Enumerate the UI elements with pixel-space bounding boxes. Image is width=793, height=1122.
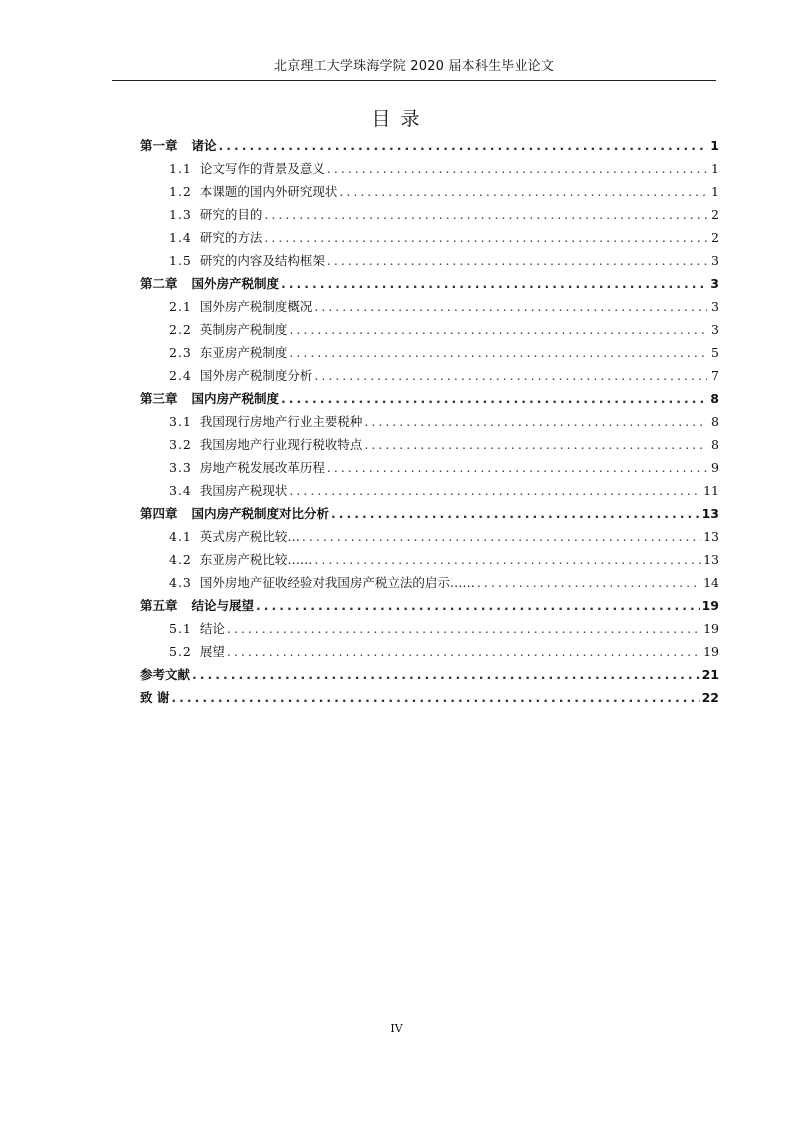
toc-section-entry[interactable] bbox=[140, 640, 719, 663]
toc-entry-title: 我国现行房地产行业主要税种 bbox=[199, 414, 363, 429]
toc-entry-page: 3 bbox=[711, 299, 719, 314]
toc-entry-page: 13 bbox=[703, 552, 719, 567]
toc-entry-page: 1 bbox=[711, 184, 719, 199]
toc-entry-number: 4.2 bbox=[169, 552, 192, 567]
dot-leader bbox=[477, 571, 701, 594]
toc-entry-page: 7 bbox=[711, 368, 719, 383]
toc-entry-title: 致 谢 bbox=[140, 690, 170, 705]
toc-entry-number: 3.2 bbox=[169, 437, 192, 452]
toc-entry-title: 房地产税发展改革历程 bbox=[199, 460, 325, 475]
toc-section-entry[interactable] bbox=[140, 479, 719, 502]
toc-entry-number: 3.4 bbox=[169, 483, 192, 498]
toc-entry-number: 2.2 bbox=[169, 322, 192, 337]
toc-entry-page: 13 bbox=[701, 506, 719, 521]
dot-leader bbox=[171, 686, 699, 709]
toc-entry-number: 1.3 bbox=[169, 207, 192, 222]
toc-chapter-entry[interactable] bbox=[140, 502, 719, 525]
dot-leader bbox=[364, 410, 707, 433]
toc-entry-number: 3.1 bbox=[169, 414, 192, 429]
toc-entry-number: 1.4 bbox=[169, 230, 192, 245]
dot-leader bbox=[192, 663, 700, 686]
toc-section-entry[interactable] bbox=[140, 548, 719, 571]
toc-entry-number: 1.5 bbox=[169, 253, 192, 268]
toc-entry-title: 我国房地产行业现行税收特点 bbox=[199, 437, 363, 452]
dot-leader bbox=[327, 456, 707, 479]
toc-entry-page: 5 bbox=[711, 345, 719, 360]
toc-section-entry[interactable] bbox=[140, 318, 719, 341]
toc-entry-title: 诸论 bbox=[191, 138, 217, 153]
toc-section-entry[interactable] bbox=[140, 180, 719, 203]
toc-entry-number: 第一章 bbox=[140, 138, 178, 153]
dot-leader bbox=[302, 525, 701, 548]
dot-leader bbox=[327, 249, 707, 272]
toc-entry-page: 14 bbox=[703, 575, 719, 590]
toc-section-entry[interactable] bbox=[140, 341, 719, 364]
dot-leader bbox=[314, 295, 707, 318]
toc-chapter-entry[interactable] bbox=[140, 686, 719, 709]
dot-leader bbox=[227, 640, 701, 663]
toc-entry-title: 英制房产税制度 bbox=[199, 322, 288, 337]
toc-entry-page: 2 bbox=[711, 230, 719, 245]
toc-chapter-entry[interactable] bbox=[140, 594, 719, 617]
toc-entry-title: 结论与展望 bbox=[191, 598, 255, 613]
toc-entry-page: 11 bbox=[703, 483, 719, 498]
toc-entry-title: 研究的内容及结构框架 bbox=[199, 253, 325, 268]
toc-entry-number: 第四章 bbox=[140, 506, 178, 521]
toc-entry-title: 参考文献 bbox=[140, 667, 191, 682]
toc-entry-page: 8 bbox=[711, 414, 719, 429]
toc-section-entry[interactable] bbox=[140, 617, 719, 640]
dot-leader bbox=[289, 318, 707, 341]
toc-entry-title: 国内房产税制度对比分析 bbox=[191, 506, 330, 521]
toc-chapter-entry[interactable] bbox=[140, 134, 719, 157]
toc-entry-page: 2 bbox=[711, 207, 719, 222]
toc-entry-title: 我国房产税现状 bbox=[199, 483, 288, 498]
toc-entry-title: 研究的方法 bbox=[199, 230, 263, 245]
dot-leader bbox=[227, 617, 701, 640]
toc-entry-number: 1.2 bbox=[169, 184, 192, 199]
toc-section-entry[interactable] bbox=[140, 433, 719, 456]
toc-entry-title: 东亚房产税制度 bbox=[199, 345, 288, 360]
toc-entry-page: 22 bbox=[701, 690, 719, 705]
toc-entry-title: 国外房地产征收经验对我国房产税立法的启示…… bbox=[199, 575, 475, 590]
toc-entry-number: 2.3 bbox=[169, 345, 192, 360]
toc-entry-page: 1 bbox=[711, 161, 719, 176]
toc-entry-number: 第二章 bbox=[140, 276, 178, 291]
toc-entry-number: 4.3 bbox=[169, 575, 192, 590]
toc-entry-title: 展望 bbox=[199, 644, 225, 659]
toc-entry-page: 3 bbox=[711, 322, 719, 337]
toc-section-entry[interactable] bbox=[140, 364, 719, 387]
toc-entry-number: 1.1 bbox=[169, 161, 192, 176]
toc-section-entry[interactable] bbox=[140, 295, 719, 318]
toc-entry-title: 英式房产税比较… bbox=[199, 529, 300, 544]
toc-section-entry[interactable] bbox=[140, 525, 719, 548]
toc-section-entry[interactable] bbox=[140, 203, 719, 226]
table-of-contents bbox=[140, 134, 719, 709]
toc-entry-title: 国内房产税制度 bbox=[191, 391, 280, 406]
toc-entry-page: 13 bbox=[703, 529, 719, 544]
toc-entry-number: 5.2 bbox=[169, 644, 192, 659]
toc-entry-page: 21 bbox=[701, 667, 719, 682]
toc-section-entry[interactable] bbox=[140, 249, 719, 272]
dot-leader bbox=[331, 502, 700, 525]
toc-section-entry[interactable] bbox=[140, 456, 719, 479]
toc-chapter-entry[interactable] bbox=[140, 663, 719, 686]
toc-entry-title: 东亚房产税比较…… bbox=[199, 552, 313, 567]
dot-leader bbox=[219, 134, 707, 157]
toc-entry-page: 3 bbox=[711, 253, 719, 268]
toc-entry-number: 5.1 bbox=[169, 621, 192, 636]
dot-leader bbox=[314, 364, 707, 387]
toc-entry-page: 3 bbox=[710, 276, 719, 291]
toc-entry-title: 论文写作的背景及意义 bbox=[199, 161, 325, 176]
toc-entry-title: 国外房产税制度概况 bbox=[199, 299, 313, 314]
dot-leader bbox=[364, 433, 707, 456]
toc-chapter-entry[interactable] bbox=[140, 387, 719, 410]
toc-entry-number: 第三章 bbox=[140, 391, 178, 406]
toc-entry-number: 2.4 bbox=[169, 368, 192, 383]
toc-entry-page: 19 bbox=[701, 598, 719, 613]
toc-title: 目 录 bbox=[371, 108, 422, 130]
toc-entry-number: 2.1 bbox=[169, 299, 192, 314]
toc-section-entry[interactable] bbox=[140, 410, 719, 433]
toc-entry-page: 19 bbox=[703, 644, 719, 659]
toc-entry-page: 1 bbox=[710, 138, 719, 153]
dot-leader bbox=[289, 479, 701, 502]
toc-section-entry[interactable] bbox=[140, 226, 719, 249]
toc-section-entry[interactable] bbox=[140, 571, 719, 594]
toc-entry-page: 8 bbox=[711, 437, 719, 452]
toc-entry-page: 8 bbox=[710, 391, 719, 406]
dot-leader bbox=[327, 157, 707, 180]
toc-entry-title: 国外房产税制度分析 bbox=[199, 368, 313, 383]
dot-leader bbox=[264, 203, 707, 226]
toc-entry-page: 9 bbox=[711, 460, 719, 475]
toc-entry-title: 本课题的国内外研究现状 bbox=[199, 184, 338, 199]
dot-leader bbox=[289, 341, 707, 364]
toc-entry-title: 研究的目的 bbox=[199, 207, 263, 222]
dot-leader bbox=[256, 594, 700, 617]
dot-leader bbox=[264, 226, 707, 249]
toc-entry-number: 第五章 bbox=[140, 598, 178, 613]
header-rule bbox=[112, 80, 716, 81]
running-header: 北京理工大学珠海学院 2020 届本科生毕业论文 bbox=[273, 59, 555, 74]
toc-entry-title: 国外房产税制度 bbox=[191, 276, 280, 291]
toc-chapter-entry[interactable] bbox=[140, 272, 719, 295]
toc-entry-title: 结论 bbox=[199, 621, 225, 636]
toc-entry-number: 3.3 bbox=[169, 460, 192, 475]
dot-leader bbox=[281, 272, 707, 295]
toc-entry-number: 4.1 bbox=[169, 529, 192, 544]
dot-leader bbox=[281, 387, 707, 410]
toc-entry-page: 19 bbox=[703, 621, 719, 636]
toc-section-entry[interactable] bbox=[140, 157, 719, 180]
dot-leader bbox=[339, 180, 707, 203]
page-number: IV bbox=[390, 1022, 403, 1035]
dot-leader bbox=[314, 548, 701, 571]
